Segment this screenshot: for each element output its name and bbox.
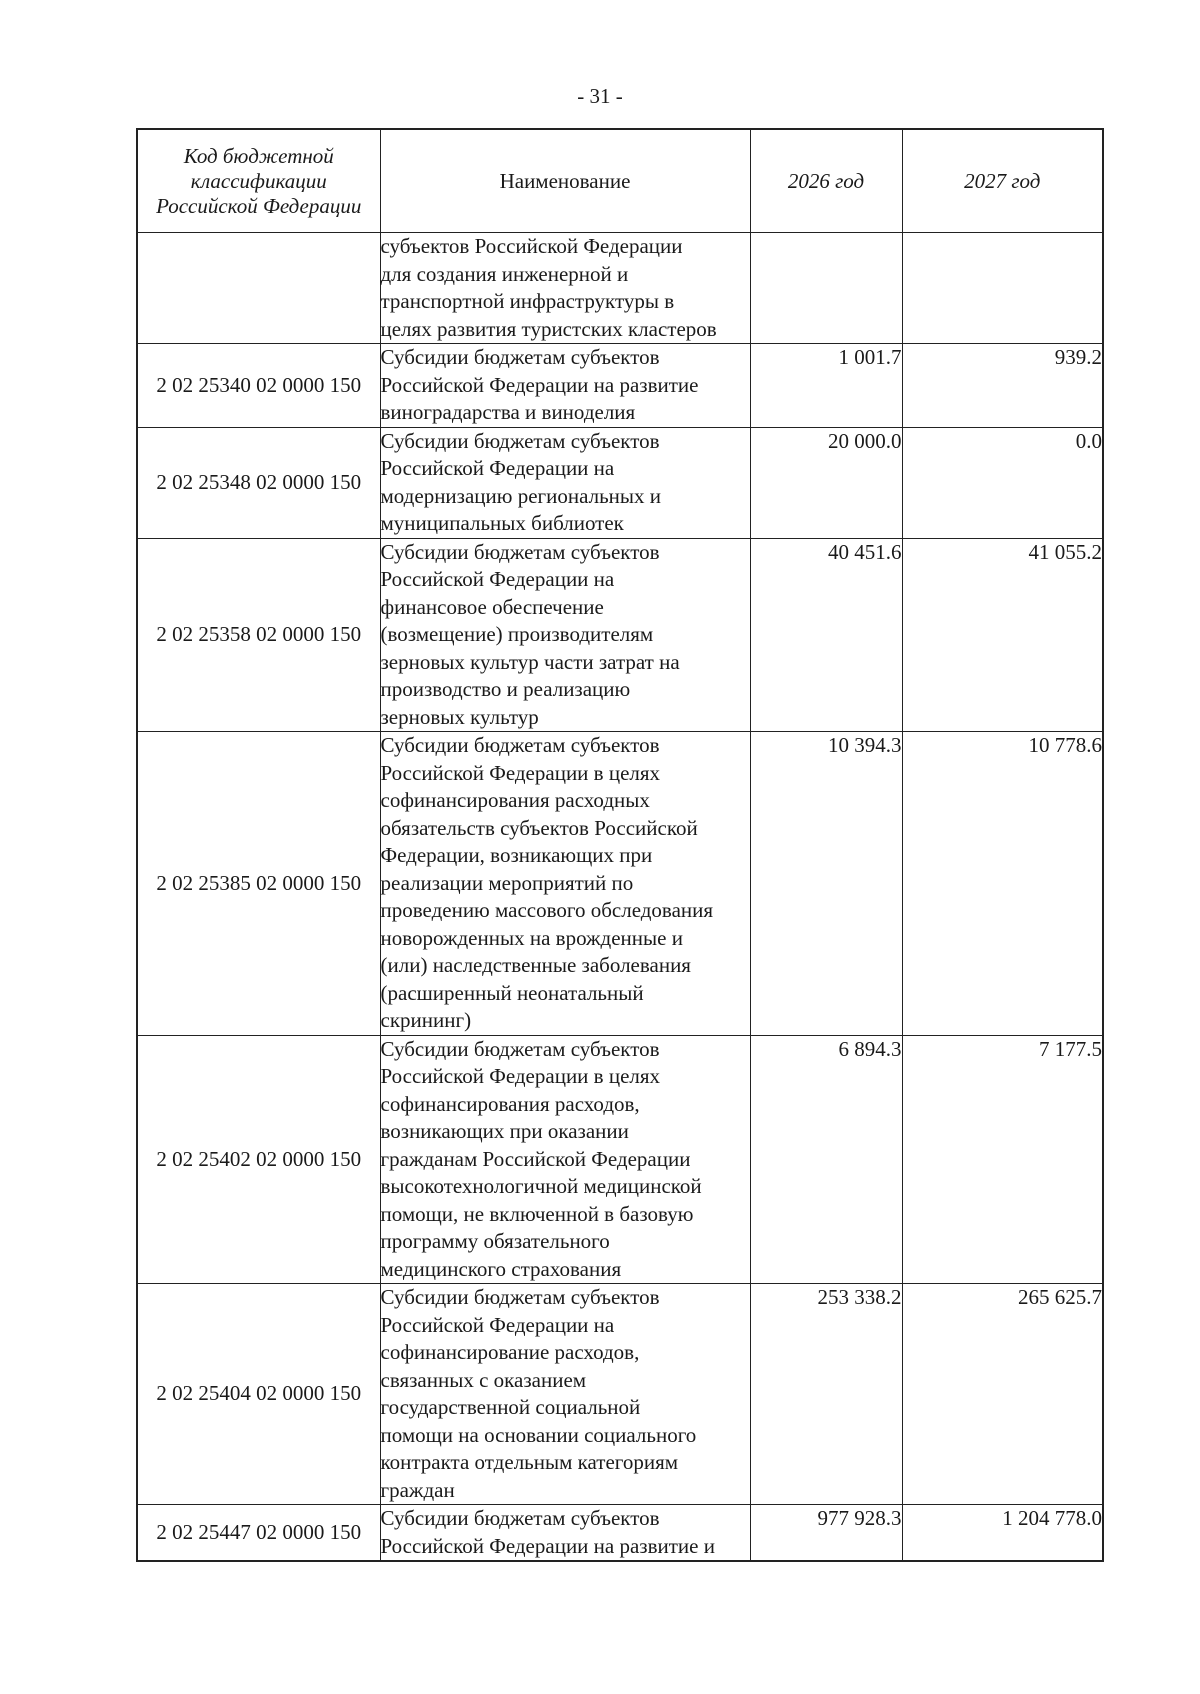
name-line: государственной социальной <box>380 1395 641 1419</box>
name-line: обязательств субъектов Российской <box>380 815 698 840</box>
table-row <box>137 233 1103 344</box>
name-line: виноградарства и виноделия <box>380 400 636 424</box>
header-code: Код бюджетной классификации Российской Федерации <box>137 129 380 233</box>
name-line: производство и реализацию <box>380 677 631 701</box>
amount-2027-cell: 265 625.7 <box>902 1284 1103 1505</box>
budget-code-cell: 2 02 25340 02 0000 150 <box>137 344 380 428</box>
name-line: Российской Федерации на <box>380 1312 615 1337</box>
name-line: (возмещение) производителям <box>380 622 654 646</box>
name-line: Российской Федерации на <box>380 567 615 591</box>
name-line: гражданам Российской Федерации <box>380 1146 691 1171</box>
amount-2026-cell: 20 000.0 <box>750 427 902 538</box>
name-line: для создания инженерной и <box>380 261 629 286</box>
name-cell <box>380 1035 750 1284</box>
name-line: контракта отдельным категориям <box>380 1450 679 1474</box>
name-line: реализации мероприятий по <box>380 870 634 895</box>
name-line: Субсидии бюджетам субъектов <box>380 733 660 757</box>
name-cell <box>380 538 750 732</box>
name-line: софинансирование расходов, <box>380 1340 640 1364</box>
name-line: Российской Федерации в целях <box>380 1064 661 1088</box>
name-line: связанных с оказанием <box>380 1367 587 1392</box>
table-body <box>137 233 1103 1562</box>
name-cell <box>380 732 750 1036</box>
name-line: Федерации, возникающих при <box>380 843 653 867</box>
name-line: (расширенный неонатальный <box>380 980 644 1005</box>
name-line: зерновых культур <box>380 704 539 729</box>
amount-2027-cell: 41 055.2 <box>902 538 1103 732</box>
amount-2026-cell: 6 894.3 <box>750 1035 902 1284</box>
name-line: граждан <box>380 1477 455 1502</box>
table-row <box>137 1284 1103 1505</box>
amount-2026-cell: 40 451.6 <box>750 538 902 732</box>
name-cell <box>380 344 750 428</box>
name-line: софинансирования расходных <box>380 788 650 812</box>
name-line: Субсидии бюджетам субъектов <box>380 1506 660 1530</box>
name-line: возникающих при оказании <box>380 1119 629 1143</box>
name-line: Субсидии бюджетам субъектов <box>380 345 660 369</box>
name-line: Субсидии бюджетам субъектов <box>380 1285 660 1309</box>
name-line: новорожденных на врожденные и <box>380 925 683 950</box>
budget-code-cell: 2 02 25358 02 0000 150 <box>137 538 380 732</box>
name-line: помощи на основании социального <box>380 1422 697 1447</box>
page-number: - 31 - <box>577 84 623 108</box>
budget-code-cell: 2 02 25404 02 0000 150 <box>137 1284 380 1505</box>
name-line: программу обязательного <box>380 1229 610 1253</box>
header-year-2026: 2026 год <box>750 129 902 233</box>
budget-code-cell: 2 02 25385 02 0000 150 <box>137 732 380 1036</box>
name-line: финансовое обеспечение <box>380 594 604 619</box>
amount-2026-cell: 10 394.3 <box>750 732 902 1036</box>
name-cell <box>380 1505 750 1562</box>
header-name: Наименование <box>380 129 750 233</box>
table-row <box>137 538 1103 732</box>
amount-2027-cell: 10 778.6 <box>902 732 1103 1036</box>
name-line: (или) наследственные заболевания <box>380 953 691 977</box>
table-row <box>137 427 1103 538</box>
budget-code-cell: 2 02 25447 02 0000 150 <box>137 1505 380 1562</box>
name-line: транспортной инфраструктуры в <box>380 289 675 313</box>
amount-2027-cell: 7 177.5 <box>902 1035 1103 1284</box>
name-line: целях развития туристских кластеров <box>380 316 717 341</box>
name-line: проведению массового обследования <box>380 898 714 922</box>
name-line: Российской Федерации на развитие и <box>380 1533 715 1558</box>
table-header-row <box>137 129 1103 233</box>
amount-2027-cell <box>902 233 1103 344</box>
name-line: субъектов Российской Федерации <box>380 234 683 258</box>
name-line: высокотехнологичной медицинской <box>380 1174 702 1198</box>
name-line: Субсидии бюджетам субъектов <box>380 539 660 564</box>
name-line: медицинского страхования <box>380 1256 622 1281</box>
table-row <box>137 732 1103 1036</box>
name-line: модернизацию региональных и <box>380 483 662 508</box>
name-line: муниципальных библиотек <box>380 511 624 535</box>
name-line: скрининг) <box>380 1008 472 1032</box>
name-cell <box>380 427 750 538</box>
budget-code-cell <box>137 233 380 344</box>
amount-2026-cell: 977 928.3 <box>750 1505 902 1562</box>
name-line: Субсидии бюджетам субъектов <box>380 428 660 453</box>
table-row <box>137 1035 1103 1284</box>
name-line: софинансирования расходов, <box>380 1091 640 1116</box>
budget-code-cell: 2 02 25402 02 0000 150 <box>137 1035 380 1284</box>
name-line: зерновых культур части затрат на <box>380 649 680 674</box>
budget-table <box>136 128 1104 1562</box>
name-cell <box>380 1284 750 1505</box>
name-line: Российской Федерации на <box>380 456 615 480</box>
name-line: Субсидии бюджетам субъектов <box>380 1036 660 1061</box>
table-row <box>137 344 1103 428</box>
name-cell <box>380 233 750 344</box>
table-row <box>137 1505 1103 1562</box>
amount-2027-cell: 1 204 778.0 <box>902 1505 1103 1562</box>
amount-2026-cell: 253 338.2 <box>750 1284 902 1505</box>
name-line: помощи, не включенной в базовую <box>380 1201 694 1226</box>
amount-2026-cell: 1 001.7 <box>750 344 902 428</box>
name-line: Российской Федерации на развитие <box>380 372 699 397</box>
budget-code-cell: 2 02 25348 02 0000 150 <box>137 427 380 538</box>
amount-2027-cell: 0.0 <box>902 427 1103 538</box>
amount-2026-cell <box>750 233 902 344</box>
amount-2027-cell: 939.2 <box>902 344 1103 428</box>
name-line: Российской Федерации в целях <box>380 760 661 785</box>
header-year-2027: 2027 год <box>902 129 1103 233</box>
